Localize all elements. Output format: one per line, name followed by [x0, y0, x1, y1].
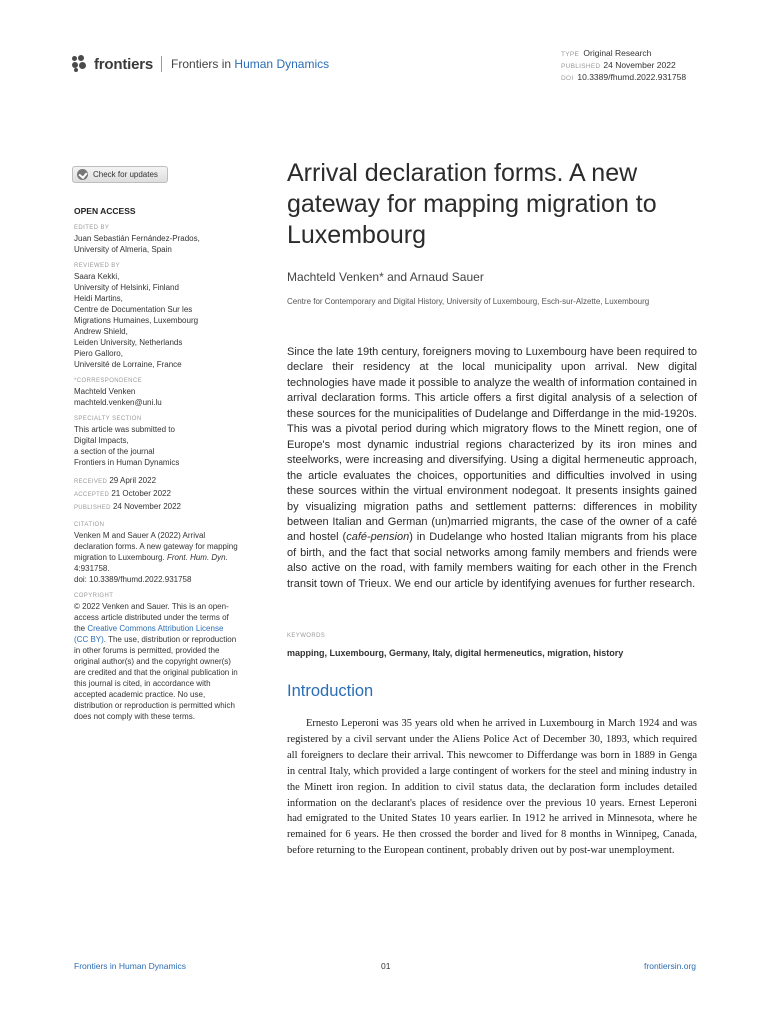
correspondence: Machteld Venken machteld.venken@uni.lu: [74, 386, 239, 408]
doi[interactable]: 10.3389/fhumd.2022.931758: [577, 72, 687, 82]
open-access-label: OPEN ACCESS: [74, 206, 136, 216]
article-type: Original Research: [583, 48, 652, 58]
frontiers-logo-icon: [72, 55, 90, 73]
reviewers: Saara Kekki, University of Helsinki, Finland Heidi Martins, Centre de Documentation Sur les Migrations Humaines, Luxembourg Andrew Shield, Leiden University, Netherlands Piero Galloro, Université de Lorraine, France: [74, 272, 199, 369]
correspondence-email[interactable]: machteld.venken@uni.lu: [74, 398, 162, 407]
author-affiliation: Centre for Contemporary and Digital History, University of Luxembourg, Esch-sur-Alzette, Luxembourg: [287, 297, 650, 306]
journal-name: Frontiers in Human Dynamics: [171, 57, 330, 71]
article-meta: TYPE Original Research PUBLISHED 24 November 2022 DOI 10.3389/fhumd.2022.931758: [561, 48, 687, 82]
specialty-section: This article was submitted to Digital Impacts, a section of the journal Frontiers in Human Dynamics: [74, 425, 180, 467]
footer-journal: Frontiers in Human Dynamics: [74, 961, 186, 971]
check-for-updates-button[interactable]: Check for updates: [72, 166, 168, 183]
divider: [161, 56, 162, 72]
check-icon: [77, 169, 88, 180]
citation-doi[interactable]: doi: 10.3389/fhumd.2022.931758: [74, 575, 192, 584]
page-number: 01: [381, 961, 391, 971]
introduction-paragraph: Ernesto Leperoni was 35 years old when he arrived in Luxembourg in March 1924 and was registered by a civil servant under the Aliens Police Act of December 30, 1893, which required all foreigners to declare their arrival. This newcomer to Differdange was born in 1889 in Genga in central Italy, which provided a large contingent of workers for the steel and mining industry in the Minett iron region. In addition to civil status data, the declaration form includes detailed information on the declarant's places of residence over the previous 10 years. Ernest Leperoni had emigrated to the United States 10 years earlier. In 1912 he arrived in Minnesota, where he remained for 6 years. He then crossed the border and lived for 8 months in Winnipeg, Canada, before returning to the European continent, probably driven out by post-war unemployment.: [287, 718, 697, 857]
article-title: Arrival declaration forms. A new gateway for mapping migration to Luxembourg: [287, 159, 657, 249]
footer-site-link[interactable]: frontiersin.org: [644, 961, 696, 971]
copyright: © 2022 Venken and Sauer. This is an open-access article distributed under the terms of the Creative Commons Attribution License (CC BY). The use, distribution or reproduction in other forums is permitted, provided the original author(s) and the copyright owner(s) are credited and that the original publication in this journal is cited, in accordance with accepted academic practice. No use, distribution or reproduction is permitted which does not comply with these terms.: [74, 602, 238, 721]
article-sidebar: OPEN ACCESS EDITED BY Juan Sebastián Fernández-Prados, University of Almeria, Spain REVIEWED BY Saara Kekki, University of Helsinki, Finland Heidi Martins, Centre de Documentation Sur les Migrations Humaines, Luxembourg Andrew Shield, Leiden University, Netherlands Piero Galloro, Université de Lorraine, France *CORRESPONDENCE Machteld Venken machteld.venken@uni.lu SPECIALTY SECTION This article was submitted to Digital Impacts, a section of the journal Frontiers in Human Dynamics RECEIVED 29 April 2022 ACCEPTED 21 October 2022 PUBLISHED 24 November 2022 CITATION Venken M and Sauer A (2022) Arrival declaration forms. A new gateway for mapping migration to Luxembourg. Front. Hum. Dyn. 4:931758. doi: 10.3389/fhumd.2022.931758 COPYRIGHT © 2022 Venken and Sauer. This is an open-access article distributed under the terms of the Creative Commons Attribution License (CC BY). The use, distribution or reproduction in other forums is permitted, provided the original author(s) and the copyright owner(s) are credited and that the original publication in this journal is cited, in accordance with accepted academic practice. No use, distribution or reproduction is permitted which does not comply with these terms.: [74, 206, 238, 721]
journal-logo: [72, 54, 329, 74]
article-authors: Machteld Venken* and Arnaud Sauer: [287, 270, 484, 284]
keywords: mapping, Luxembourg, Germany, Italy, digital hermeneutics, migration, history: [287, 648, 624, 658]
editor: Juan Sebastián Fernández-Prados, University of Almeria, Spain: [74, 234, 200, 254]
citation: Venken M and Sauer A (2022) Arrival declaration forms. A new gateway for mapping migration to Luxembourg. Front. Hum. Dyn. 4:931758. doi: 10.3389/fhumd.2022.931758: [74, 531, 238, 584]
published-date: 24 November 2022: [603, 60, 676, 70]
section-heading-introduction: Introduction: [287, 682, 374, 700]
article-dates: RECEIVED 29 April 2022 ACCEPTED 21 October 2022 PUBLISHED 24 November 2022: [74, 476, 181, 511]
abstract: Since the late 19th century, foreigners moving to Luxembourg have been required to declare their residency at the local municipality upon arrival. New digital technologies have made it possible to analyze the wealth of information contained in arrival declaration forms. This article offers a first digital analysis of a selection of these sources for the municipalities of Dudelange and Differdange in the mid-1920s. This was a pivotal period during which migratory flows to the Minett region, one of Europe's most dynamic industrial regions characterized by its iron mines and steelworks, were increasing and diversifying. Using a digital hermeneutic approach, the article evaluates the choices, opportunities and difficulties involved in using these sources within the virtual environment nodegoat. It presents insights gained by visualizing migration paths and settlement patterns: differences in mobility between Italian and German (un)married migrants, the case of the owner of a café and hostel (café-pension) in Dudelange who hosted Italian migrants from his place of birth, and the fact that social networks among family members and friends were also active on the road, with family members waiting for each other in the French transit town of Trieux. We end our article by identifying avenues for further research.: [287, 346, 697, 590]
license-link[interactable]: Creative Commons Attribution License (CC BY): [74, 624, 224, 644]
brand-name: frontiers: [94, 55, 154, 73]
keywords-label: KEYWORDS: [287, 633, 326, 639]
